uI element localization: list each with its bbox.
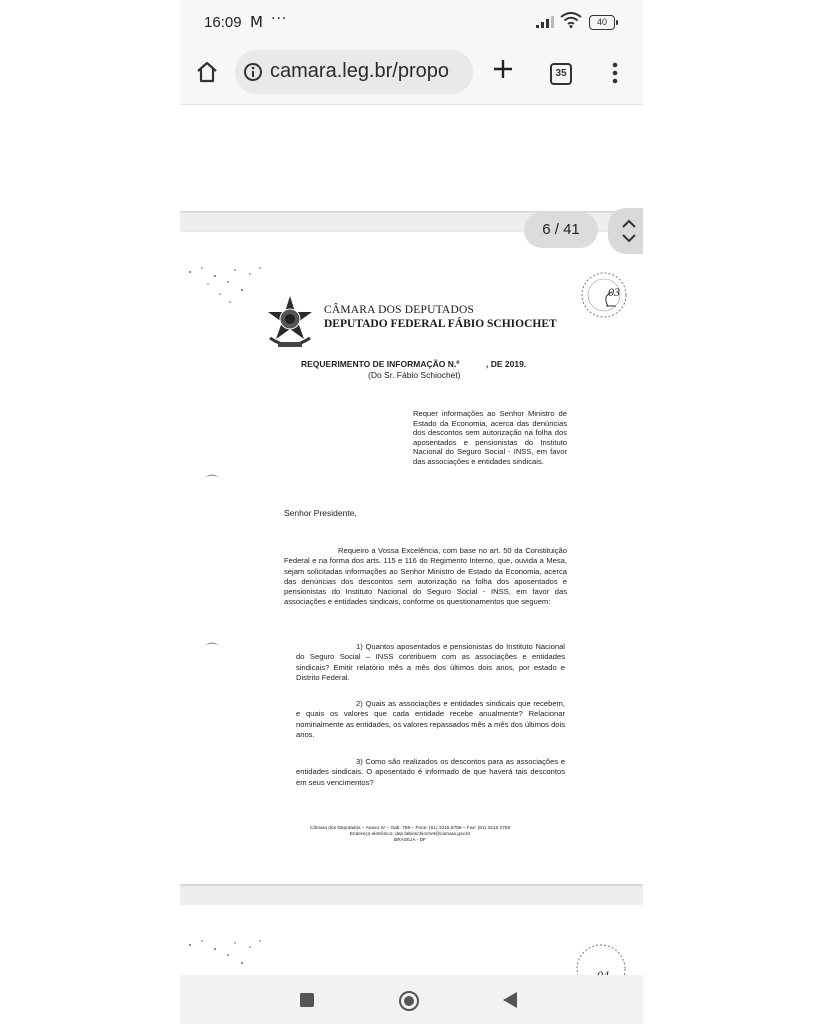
status-time: 16:09	[204, 14, 242, 31]
status-bar	[180, 0, 643, 44]
home-icon[interactable]	[195, 60, 219, 84]
page-counter: 6 / 41	[524, 212, 598, 248]
pdf-page-previous	[180, 105, 643, 211]
deputy-name: DEPUTADO FEDERAL FÁBIO SCHIOCHET	[324, 318, 557, 330]
system-nav-bar	[180, 975, 643, 1024]
url-text[interactable]: camara.leg.br/propo	[270, 60, 449, 82]
greeting: Senhor Presidente,	[284, 508, 357, 518]
scan-mark: ⌒	[206, 642, 219, 656]
stamp-number: 03	[608, 285, 620, 299]
request-author: (Do Sr. Fábio Schiochet)	[368, 370, 461, 380]
url-bar[interactable]	[235, 50, 473, 94]
question-item: 2) Quais as associações e entidades sindicais que recebem, e quais os valores que cada entidade recebe anualmente? Relacionar nominalmente as entidades, os valores repassados mês a mês dos últimos dois anos.	[296, 699, 565, 739]
pdf-page	[180, 232, 643, 884]
footer-city: BRASÍLIA - DF	[394, 838, 426, 843]
pdf-page-next	[180, 905, 643, 975]
scan-specks	[180, 905, 280, 975]
wifi-icon	[560, 12, 582, 28]
fast-scroll-handle[interactable]	[608, 208, 643, 254]
footer-email: Endereço eletrônico: dep.fabioschiochet@camara.gov.br	[349, 832, 471, 837]
ementa: Requer informações ao Senhor Ministro de Estado da Economia, acerca das denúncias dos descontos sem autorização na folha dos aposentados e pensionistas do Instituto Nacional do Seguro Social - INSS, em favor das associações e entidades sindicais.	[413, 409, 567, 466]
signal-icon	[536, 16, 554, 28]
home-button[interactable]	[398, 990, 420, 1012]
recent-apps-button[interactable]	[300, 993, 314, 1007]
question-item: 3) Como são realizados os descontos para as associações e entidades sindicais. O aposentado é informado de que haverá tais descontos em seus vencimentos?	[296, 757, 565, 787]
page-footer	[280, 826, 540, 844]
request-title: REQUERIMENTO DE INFORMAÇÃO N.º	[301, 359, 460, 369]
back-button[interactable]	[502, 991, 518, 1009]
tab-switcher-button[interactable]: 35	[550, 63, 572, 85]
browser-toolbar	[180, 44, 643, 105]
site-info-icon[interactable]	[243, 62, 263, 82]
chamber-name: CÂMARA DOS DEPUTADOS	[324, 304, 475, 316]
more-menu-icon[interactable]	[612, 62, 618, 84]
gmail-icon: M	[250, 13, 263, 31]
question-item: 1) Quantos aposentados e pensionistas do Instituto Nacional do Seguro Social – INSS contribuem com as associações e entidades sindicais? Emitir relatório mês a mês dos últimos dois anos, por estado e Distrito Federal.	[296, 642, 565, 682]
body-text: Requeiro a Vossa Excelência, com base no art. 50 da Constituição Federal e na forma dos arts. 115 e 116 do Regimento Interno, que, ouvida a Mesa, sejam solicitadas informações ao Senhor Ministro de Estado da Economia, acerca das denúncias dos descontos sem autorização na folha dos aposentados e pensionistas do Instituto Nacional do Seguro Social - INSS, em favor das associações e entidades sindicais, conforme os questionamentos que seguem:	[284, 546, 567, 607]
request-year: , DE 2019.	[486, 359, 527, 369]
coat-of-arms-icon	[264, 294, 316, 352]
more-notifications-icon: ···	[271, 11, 288, 27]
scan-mark: ⌒	[206, 474, 219, 488]
body-paragraph	[284, 546, 567, 608]
protocol-stamp	[580, 262, 628, 328]
footer-address: Câmara dos Deputados – Anexo IV – Gab. 758 – Fone: (61) 3215.5758 – Fax: (61) 3215 2758	[309, 826, 511, 831]
battery-icon: 40	[589, 15, 615, 30]
phone-screen	[180, 0, 643, 1024]
scroll-arrows-icon	[608, 208, 643, 254]
new-tab-icon[interactable]	[492, 58, 514, 80]
